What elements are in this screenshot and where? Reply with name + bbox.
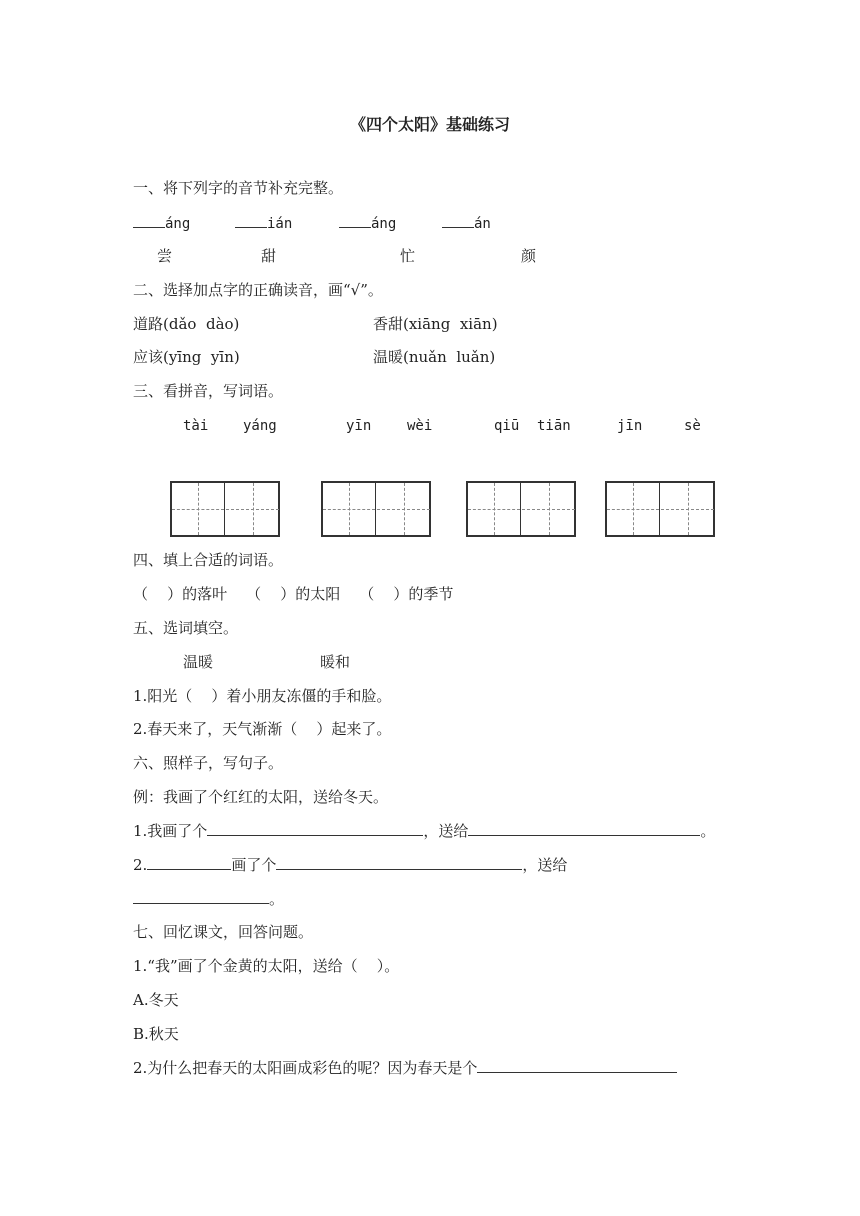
q3-pinyin-5: qiū xyxy=(494,418,520,434)
q7-question-1: 1.“我”画了个金黄的太阳，送给（ ）。 xyxy=(133,957,400,975)
q7-option-a: A.冬天 xyxy=(133,991,179,1009)
q1-syllable-2: ián xyxy=(235,213,292,234)
q1-char-1: 尝 xyxy=(157,247,173,265)
q2-item-4: 温暖(nuǎn luǎn) xyxy=(373,348,496,366)
q1-syllable-4: án xyxy=(442,213,491,234)
q6-heading: 六、照样子，写句子。 xyxy=(133,754,284,772)
blank-line[interactable] xyxy=(207,821,423,836)
q3-pinyin-4: wèi xyxy=(407,418,433,434)
q5-heading: 五、选词填空。 xyxy=(133,619,239,637)
blank-line[interactable] xyxy=(147,855,231,870)
q3-pinyin-7: jīn xyxy=(617,418,643,434)
q5-sentence-1: 1.阳光（ ）着小朋友冻僵的手和脸。 xyxy=(133,687,392,705)
q5-sentence-2: 2.春天来了，天气渐渐（ ）起来了。 xyxy=(133,720,392,738)
writing-grid-4[interactable] xyxy=(605,481,715,537)
q4-heading: 四、填上合适的词语。 xyxy=(133,551,284,569)
q1-syllable-1: áng xyxy=(133,213,190,234)
q1-char-4: 颜 xyxy=(521,247,537,265)
blank-line[interactable] xyxy=(276,855,522,870)
q6-sentence-1: 1.我画了个 ，送给 。 xyxy=(133,822,716,840)
q6-sentence-2: 2. 画了个 ，送给 xyxy=(133,856,568,874)
q6-sentence-2-cont: 。 xyxy=(133,889,284,909)
blank-line[interactable] xyxy=(133,889,269,904)
q3-pinyin-3: yīn xyxy=(346,418,372,434)
q2-heading: 二、选择加点字的正确读音，画“√”。 xyxy=(133,281,383,299)
q7-heading: 七、回忆课文，回答问题。 xyxy=(133,923,314,941)
q5-word-2: 暖和 xyxy=(320,653,351,671)
q1-char-2: 甜 xyxy=(261,247,277,265)
q4-line: （ ）的落叶 （ ）的太阳 （ ）的季节 xyxy=(133,585,454,603)
q3-pinyin-2: yáng xyxy=(243,418,277,434)
q2-item-1: 道路(dǎo dào) xyxy=(133,315,240,333)
writing-grid-1[interactable] xyxy=(170,481,280,537)
blank-line[interactable] xyxy=(477,1058,677,1073)
q5-word-1: 温暖 xyxy=(183,653,214,671)
page-title: 《四个太阳》基础练习 xyxy=(349,115,510,134)
q3-pinyin-6: tiān xyxy=(537,418,571,434)
q1-char-3: 忙 xyxy=(400,247,416,265)
writing-grid-3[interactable] xyxy=(466,481,576,537)
q7-question-2: 2.为什么把春天的太阳画成彩色的呢？因为春天是个 xyxy=(133,1058,677,1078)
q3-pinyin-8: sè xyxy=(684,418,701,434)
q1-heading: 一、将下列字的音节补充完整。 xyxy=(133,179,344,197)
q7-option-b: B.秋天 xyxy=(133,1025,179,1043)
q2-item-2: 香甜(xiāng xiān) xyxy=(373,315,498,333)
q1-syllable-3: áng xyxy=(339,213,396,234)
q3-heading: 三、看拼音，写词语。 xyxy=(133,382,284,400)
q2-item-3: 应该(yīng yīn) xyxy=(133,348,240,366)
writing-grid-2[interactable] xyxy=(321,481,431,537)
q6-example: 例：我画了个红红的太阳，送给冬天。 xyxy=(133,788,389,806)
blank-line[interactable] xyxy=(468,821,700,836)
q3-pinyin-1: tài xyxy=(183,418,209,434)
